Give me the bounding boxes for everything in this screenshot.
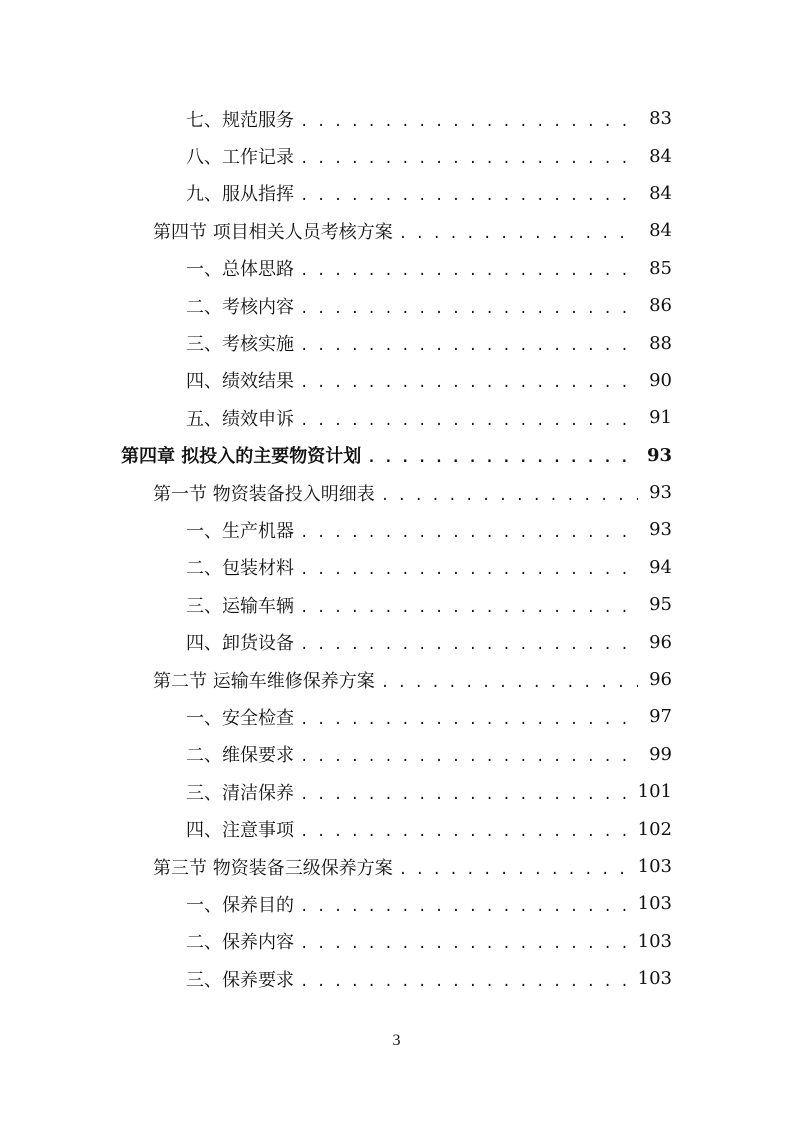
dot-leader (300, 189, 638, 203)
dot-leader (300, 302, 638, 316)
dot-leader (300, 526, 638, 540)
toc-entry-page: 102 (637, 818, 672, 840)
toc-entry[interactable] (0, 773, 793, 810)
toc-section-entry[interactable] (0, 661, 793, 698)
toc-entry-title: 三、考核实施 (186, 334, 294, 356)
toc-entry-title: 三、保养要求 (186, 969, 294, 991)
table-of-contents (0, 100, 793, 997)
dot-leader (399, 863, 634, 877)
toc-entry-page: 93 (649, 519, 672, 541)
toc-entry[interactable] (0, 511, 793, 548)
toc-entry-page: 95 (649, 594, 672, 616)
toc-entry-page: 94 (649, 556, 672, 578)
toc-section-entry[interactable] (0, 848, 793, 885)
toc-entry[interactable] (0, 623, 793, 660)
toc-entry-title: 一、生产机器 (186, 520, 294, 542)
toc-entry[interactable] (0, 549, 793, 586)
toc-entry-title: 四、卸货设备 (186, 633, 294, 655)
toc-entry-page: 84 (649, 145, 672, 167)
toc-entry[interactable] (0, 362, 793, 399)
toc-entry[interactable] (0, 175, 793, 212)
dot-leader (300, 788, 634, 802)
toc-entry-page: 88 (649, 332, 672, 354)
toc-entry-title: 一、总体思路 (186, 259, 294, 281)
toc-entry[interactable] (0, 810, 793, 847)
dot-leader (367, 451, 638, 465)
toc-entry-title: 五、绩效申诉 (186, 408, 294, 430)
toc-entry-page: 96 (649, 669, 672, 691)
toc-entry[interactable] (0, 586, 793, 623)
toc-entry-title: 二、维保要求 (186, 745, 294, 767)
toc-entry-page: 99 (649, 743, 672, 765)
toc-entry-page: 86 (649, 295, 672, 317)
toc-entry-title: 七、规范服务 (186, 109, 294, 131)
toc-entry-title: 一、安全检查 (186, 707, 294, 729)
toc-entry[interactable] (0, 923, 793, 960)
page-number: 3 (392, 1032, 401, 1049)
dot-leader (300, 563, 638, 577)
toc-entry-title: 一、保养目的 (186, 894, 294, 916)
dot-leader (300, 339, 638, 353)
toc-entry-page: 85 (649, 257, 672, 279)
toc-entry[interactable] (0, 287, 793, 324)
toc-entry[interactable] (0, 137, 793, 174)
dot-leader (300, 152, 638, 166)
dot-leader (300, 638, 638, 652)
toc-entry-title: 四、绩效结果 (186, 371, 294, 393)
dot-leader (300, 975, 634, 989)
toc-entry[interactable] (0, 698, 793, 735)
toc-entry-page: 101 (637, 781, 672, 803)
dot-leader (300, 825, 634, 839)
toc-entry-title: 第三节 物资装备三级保养方案 (153, 857, 393, 879)
toc-entry-title: 二、保养内容 (186, 932, 294, 954)
toc-entry-title: 二、包装材料 (186, 558, 294, 580)
dot-leader (300, 937, 634, 951)
dot-leader (381, 489, 638, 503)
toc-entry-page: 90 (649, 369, 672, 391)
toc-entry-page: 84 (649, 220, 672, 242)
toc-entry-page: 96 (649, 631, 672, 653)
dot-leader (381, 676, 638, 690)
toc-entry-title: 第二节 运输车维修保养方案 (153, 670, 375, 692)
dot-leader (300, 750, 638, 764)
dot-leader (300, 115, 638, 129)
toc-entry-page: 83 (649, 108, 672, 130)
toc-entry-page: 93 (646, 444, 672, 466)
toc-entry-page: 103 (637, 968, 672, 990)
dot-leader (300, 414, 638, 428)
toc-section-entry[interactable] (0, 212, 793, 249)
toc-entry-title: 八、工作记录 (186, 147, 294, 169)
toc-entry-title: 第四节 项目相关人员考核方案 (153, 221, 393, 243)
toc-entry-title: 九、服从指挥 (186, 184, 294, 206)
toc-section-entry[interactable] (0, 474, 793, 511)
toc-entry[interactable] (0, 399, 793, 436)
toc-entry-title: 三、清洁保养 (186, 782, 294, 804)
toc-entry[interactable] (0, 324, 793, 361)
toc-entry-page: 103 (637, 856, 672, 877)
toc-entry-title: 第四章 拟投入的主要物资计划 (121, 446, 362, 468)
toc-entry-page: 97 (649, 706, 672, 728)
toc-entry[interactable] (0, 736, 793, 773)
dot-leader (300, 713, 638, 727)
toc-entry-title: 二、考核内容 (186, 296, 294, 318)
dot-leader (399, 227, 638, 241)
toc-entry-page: 103 (637, 930, 672, 952)
toc-entry-title: 第一节 物资装备投入明细表 (153, 483, 375, 505)
toc-entry-title: 三、运输车辆 (186, 595, 294, 617)
toc-entry[interactable] (0, 960, 793, 997)
dot-leader (300, 900, 634, 914)
toc-entry-page: 93 (649, 482, 672, 504)
toc-entry-page: 103 (637, 893, 672, 915)
toc-chapter-entry[interactable] (0, 437, 793, 474)
dot-leader (300, 264, 638, 278)
dot-leader (300, 601, 638, 615)
toc-entry[interactable] (0, 250, 793, 287)
toc-entry[interactable] (0, 100, 793, 137)
toc-entry-page: 91 (649, 407, 672, 429)
dot-leader (300, 376, 638, 390)
toc-entry[interactable] (0, 885, 793, 922)
toc-entry-title: 四、注意事项 (186, 820, 294, 842)
toc-entry-page: 84 (649, 182, 672, 204)
